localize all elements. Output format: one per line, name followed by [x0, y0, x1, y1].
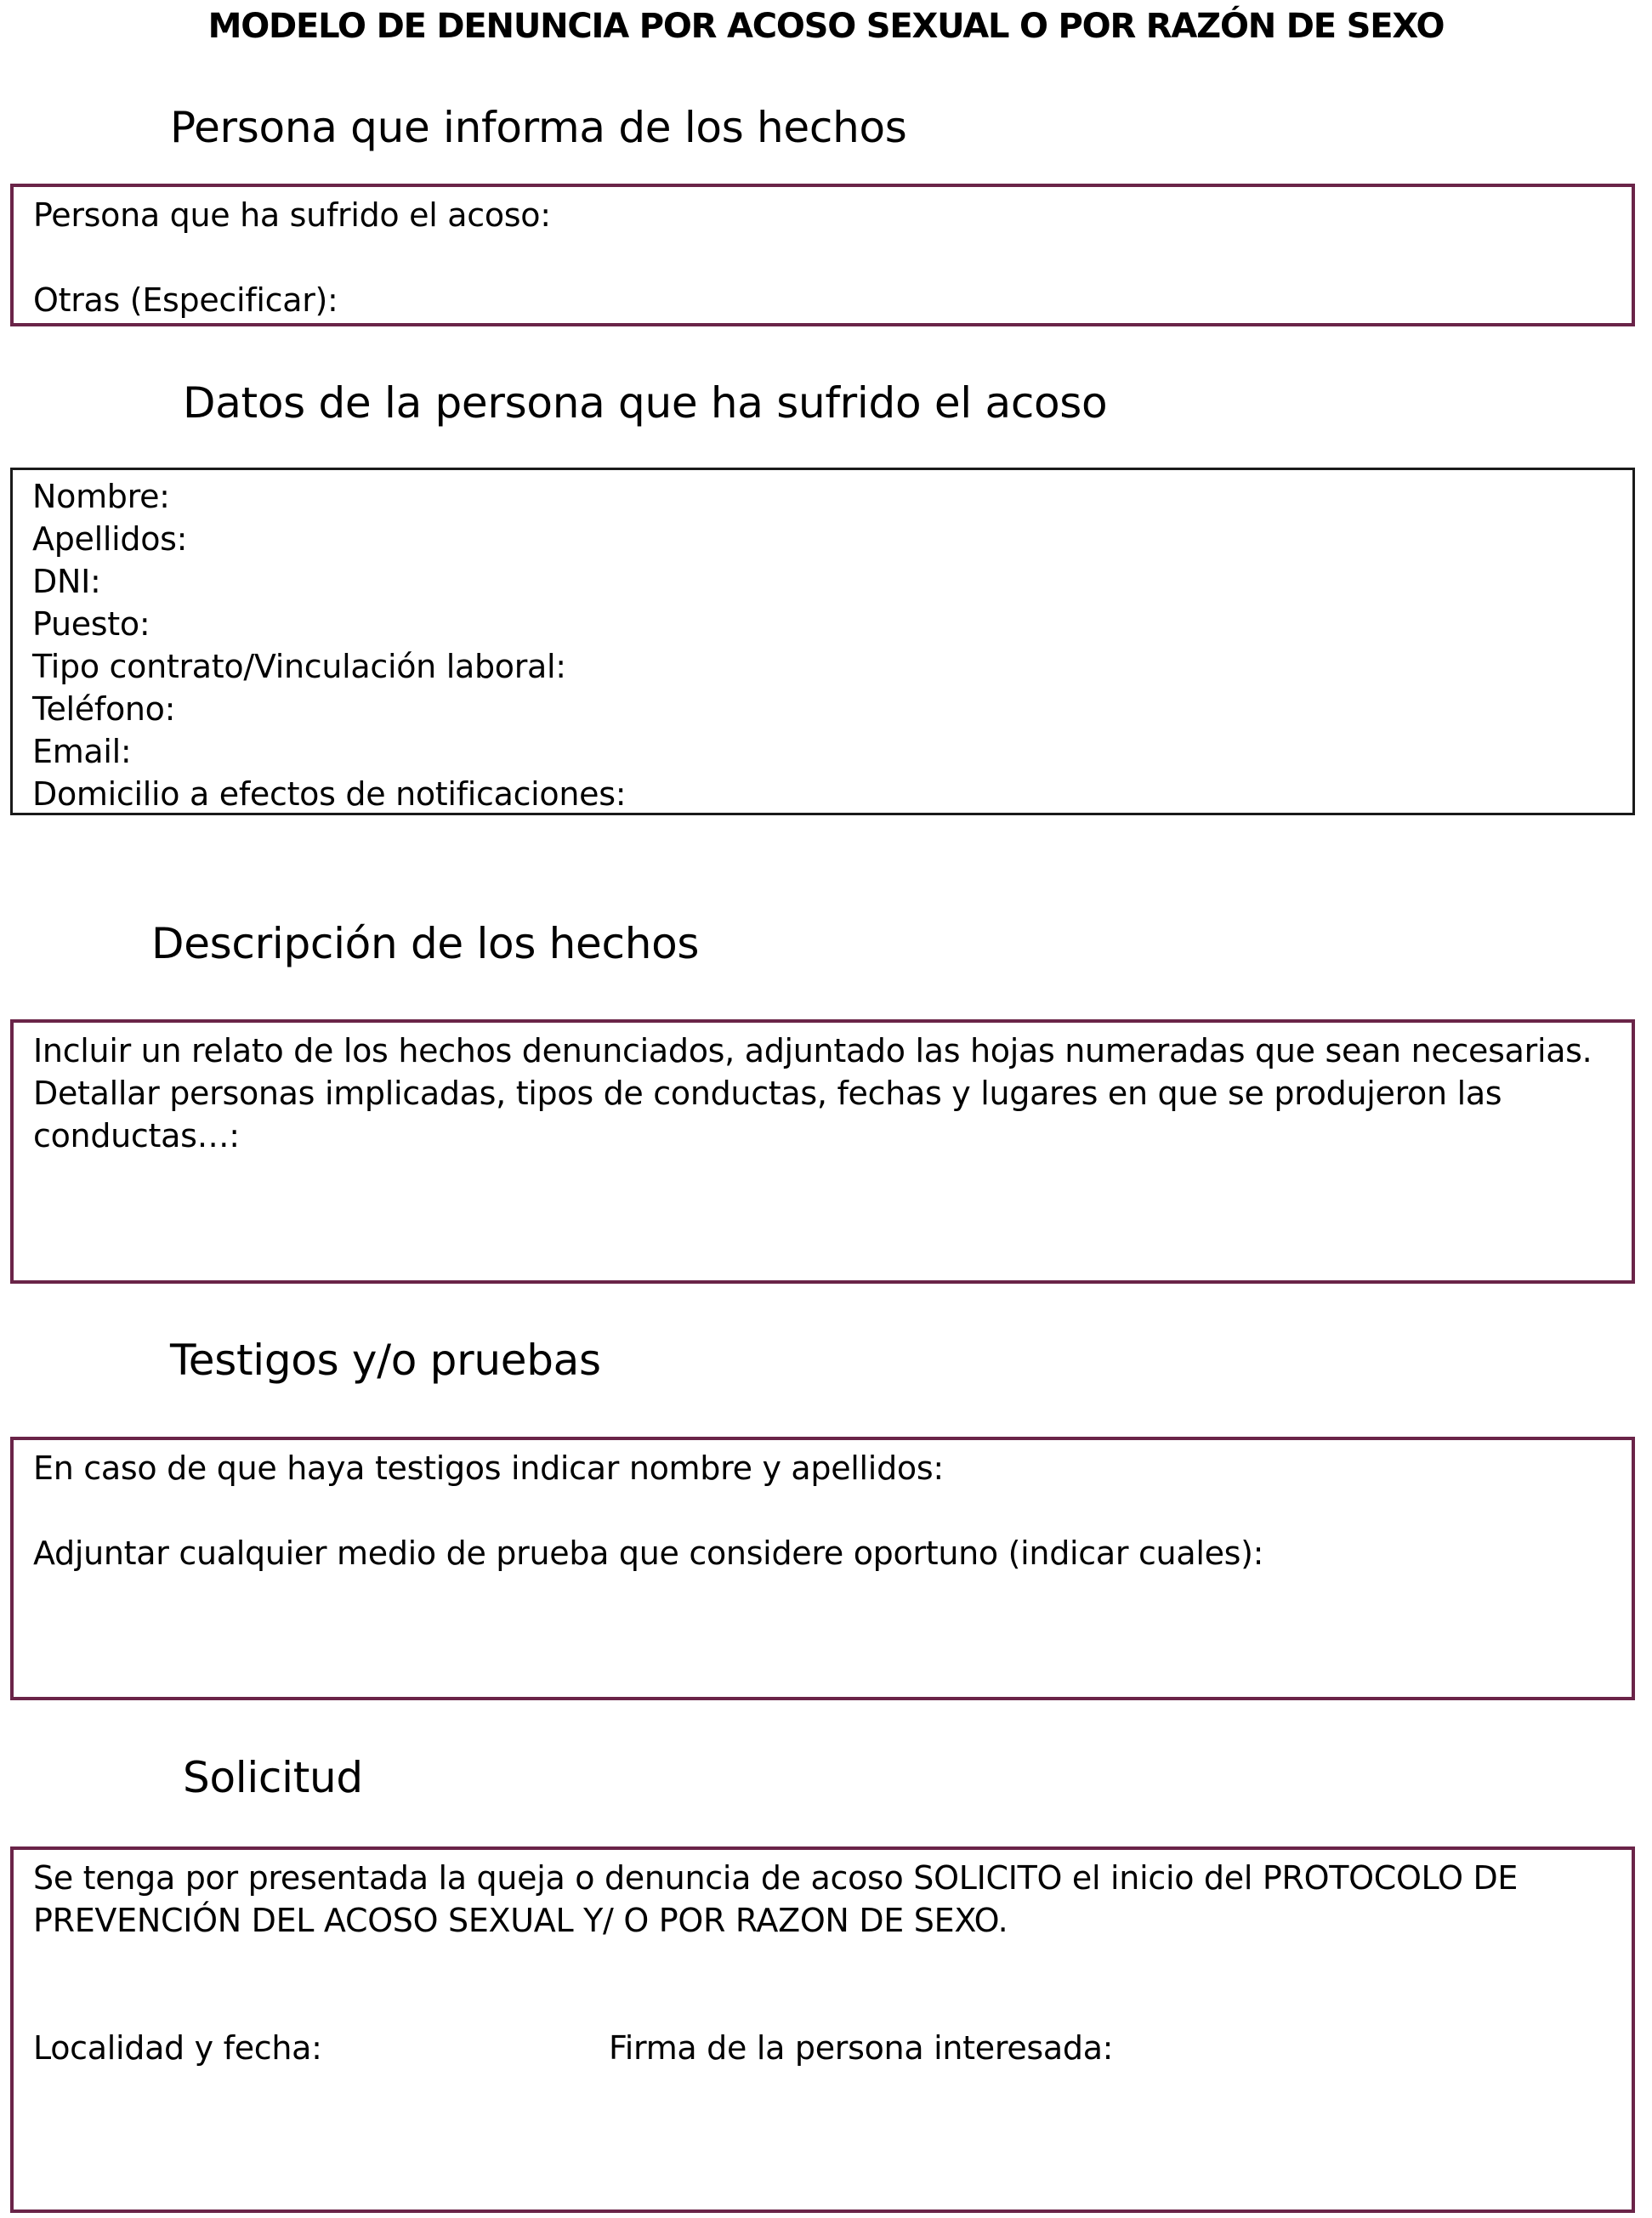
request-box — [10, 1846, 1635, 2213]
victim-data-box — [10, 468, 1635, 815]
other-field: Otras (Especificar): — [33, 281, 338, 319]
informant-heading: Persona que informa de los hechos — [170, 103, 907, 152]
witnesses-field: En caso de que haya testigos indicar nombre y apellidos: — [33, 1449, 944, 1487]
name-field: Nombre: — [32, 478, 170, 515]
request-line-1: Se tenga por presentada la queja o denuncia de acoso SOLICITO el inicio del PROTOCOLO DE — [33, 1859, 1519, 1897]
address-field: Domicilio a efectos de notificaciones: — [32, 775, 627, 813]
description-line-2: Detallar personas implicadas, tipos de conductas, fechas y lugares en que se produjeron las — [33, 1075, 1502, 1112]
description-box — [10, 1019, 1635, 1284]
victim-field: Persona que ha sufrido el acoso: — [33, 196, 551, 234]
description-line-3: conductas…: — [33, 1117, 240, 1154]
dni-field: DNI: — [32, 563, 101, 600]
informant-box — [10, 184, 1635, 326]
position-field: Puesto: — [32, 605, 150, 643]
witnesses-box — [10, 1437, 1635, 1700]
signature-field: Firma de la persona interesada: — [609, 2029, 1114, 2067]
email-field: Email: — [32, 733, 132, 770]
request-heading: Solicitud — [183, 1753, 363, 1802]
document-title: MODELO DE DENUNCIA POR ACOSO SEXUAL O POR RAZÓN DE SEXO — [207, 7, 1445, 46]
place-date-field: Localidad y fecha: — [33, 2029, 322, 2067]
description-heading: Descripción de los hechos — [151, 919, 700, 968]
surname-field: Apellidos: — [32, 520, 188, 558]
request-line-2: PREVENCIÓN DEL ACOSO SEXUAL Y/ O POR RAZON DE SEXO. — [33, 1902, 1008, 1939]
phone-field: Teléfono: — [32, 690, 176, 728]
witnesses-heading: Testigos y/o pruebas — [170, 1336, 601, 1385]
contract-type-field: Tipo contrato/Vinculación laboral: — [32, 648, 566, 685]
victim-data-heading: Datos de la persona que ha sufrido el acoso — [183, 378, 1108, 428]
description-line-1: Incluir un relato de los hechos denunciados, adjuntado las hojas numeradas que sean necesarias. — [33, 1032, 1592, 1069]
evidence-field: Adjuntar cualquier medio de prueba que considere oportuno (indicar cuales): — [33, 1534, 1264, 1572]
